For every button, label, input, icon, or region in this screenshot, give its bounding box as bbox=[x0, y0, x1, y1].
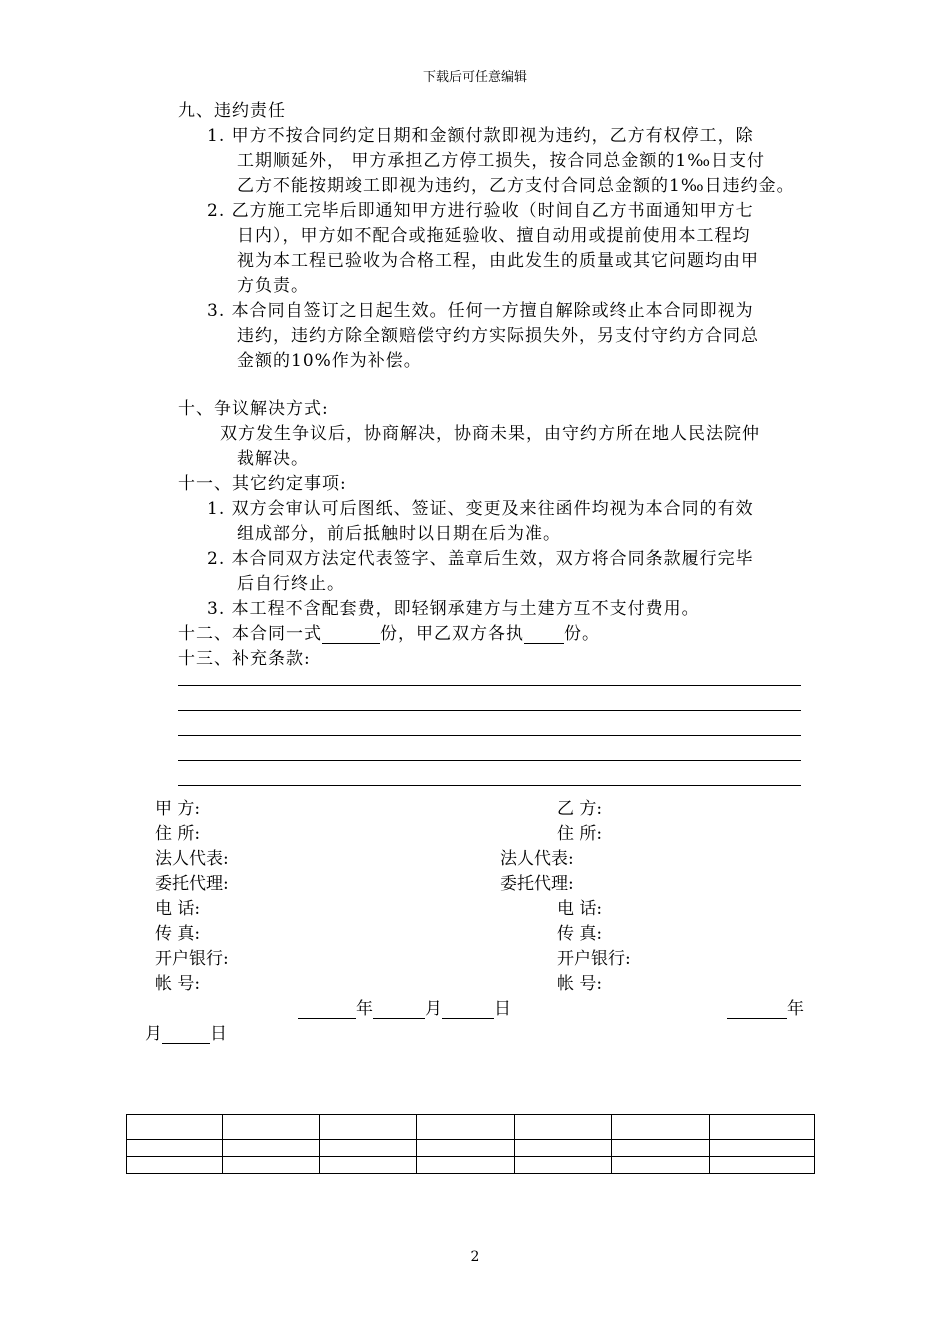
day-label: 日 bbox=[210, 1024, 227, 1044]
section-11-item-2-line: 2. 本合同双方法定代表签字、盖章后生效，双方将合同条款履行完毕 bbox=[207, 549, 754, 569]
table-cell[interactable] bbox=[417, 1140, 514, 1157]
table-cell[interactable] bbox=[320, 1115, 417, 1140]
party-a-legal-rep-label: 法人代表: bbox=[155, 849, 229, 869]
section-12-mid: 份，甲乙双方各执 bbox=[380, 624, 524, 644]
section-12-prefix: 十二、本合同一式 bbox=[178, 624, 322, 644]
party-a-account-label: 帐 号: bbox=[155, 974, 201, 994]
section-12-suffix: 份。 bbox=[564, 624, 600, 644]
table-row bbox=[127, 1115, 815, 1140]
table-cell[interactable] bbox=[514, 1115, 611, 1140]
table-cell[interactable] bbox=[127, 1140, 223, 1157]
supplementary-line-3[interactable] bbox=[178, 735, 801, 736]
party-b-day-blank[interactable] bbox=[162, 1026, 210, 1044]
section-9-item-3-line: 违约，违约方除全额赔偿守约方实际损失外，另支付守约方合同总 bbox=[237, 326, 759, 346]
section-9-item-1-line: 乙方不能按期竣工即视为违约，乙方支付合同总金额的1‰日违约金。 bbox=[237, 176, 795, 196]
section-9-item-1-line: 工期顺延外， 甲方承担乙方停工损失，按合同总金额的1‰日支付 bbox=[237, 151, 766, 171]
table-cell[interactable] bbox=[611, 1157, 709, 1174]
table-cell[interactable] bbox=[514, 1140, 611, 1157]
table-cell[interactable] bbox=[320, 1140, 417, 1157]
section-12 bbox=[178, 619, 600, 644]
blank-table bbox=[126, 1114, 815, 1174]
page-number: 2 bbox=[470, 1249, 480, 1265]
party-b-fax-label: 传 真: bbox=[557, 924, 603, 944]
section-9-title: 九、违约责任 bbox=[178, 101, 286, 121]
section-10-body-line: 双方发生争议后，协商解决，协商未果，由守约方所在地人民法院仲 bbox=[220, 424, 760, 444]
table-cell[interactable] bbox=[709, 1140, 814, 1157]
section-9-item-3-line: 金额的10%作为补偿。 bbox=[237, 351, 422, 371]
party-a-phone-label: 电 话: bbox=[155, 899, 201, 919]
copies-total-blank[interactable] bbox=[322, 626, 380, 644]
table-cell[interactable] bbox=[320, 1157, 417, 1174]
party-a-year-blank[interactable] bbox=[298, 1001, 356, 1019]
table-cell[interactable] bbox=[127, 1115, 223, 1140]
table-cell[interactable] bbox=[514, 1157, 611, 1174]
section-9-item-2-line: 日内），甲方如不配合或拖延验收、擅自动用或提前使用本工程均 bbox=[237, 226, 751, 246]
party-b-date-year bbox=[727, 994, 804, 1019]
section-9-item-3-line: 3. 本合同自签订之日起生效。任何一方擅自解除或终止本合同即视为 bbox=[207, 301, 754, 321]
party-b-phone-label: 电 话: bbox=[557, 899, 603, 919]
party-a-date bbox=[298, 994, 511, 1019]
section-9-item-2-line: 方负责。 bbox=[237, 276, 309, 296]
supplementary-line-2[interactable] bbox=[178, 710, 801, 711]
section-11-item-1-line: 1. 双方会审认可后图纸、签证、变更及来往函件均视为本合同的有效 bbox=[207, 499, 754, 519]
table-cell[interactable] bbox=[127, 1157, 223, 1174]
section-11-item-3: 3. 本工程不含配套费，即轻钢承建方与土建方互不支付费用。 bbox=[207, 599, 700, 619]
party-a-name-label: 甲 方: bbox=[155, 799, 201, 819]
section-11-item-2-line: 后自行终止。 bbox=[237, 574, 345, 594]
party-b-address-label: 住 所: bbox=[557, 824, 603, 844]
party-b-bank-label: 开户银行: bbox=[557, 949, 631, 969]
party-b-account-label: 帐 号: bbox=[557, 974, 603, 994]
table-cell[interactable] bbox=[223, 1115, 320, 1140]
section-11-title: 十一、其它约定事项: bbox=[178, 474, 347, 494]
supplementary-line-4[interactable] bbox=[178, 760, 801, 761]
party-b-legal-rep-label: 法人代表: bbox=[500, 849, 574, 869]
party-b-agent-label: 委托代理: bbox=[500, 874, 574, 894]
party-a-day-blank[interactable] bbox=[442, 1001, 494, 1019]
month-label: 月 bbox=[425, 999, 442, 1019]
month-label: 月 bbox=[145, 1024, 162, 1044]
party-b-name-label: 乙 方: bbox=[557, 799, 603, 819]
year-label: 年 bbox=[356, 999, 373, 1019]
section-9-item-2-line: 视为本工程已验收为合格工程，由此发生的质量或其它问题均由甲 bbox=[237, 251, 759, 271]
table-cell[interactable] bbox=[417, 1115, 514, 1140]
party-a-fax-label: 传 真: bbox=[155, 924, 201, 944]
day-label: 日 bbox=[494, 999, 511, 1019]
party-a-month-blank[interactable] bbox=[373, 1001, 425, 1019]
party-a-address-label: 住 所: bbox=[155, 824, 201, 844]
page-header: 下载后可任意编辑 bbox=[422, 70, 527, 85]
section-13-title: 十三、补充条款: bbox=[178, 649, 311, 669]
table-row bbox=[127, 1140, 815, 1157]
table-cell[interactable] bbox=[223, 1140, 320, 1157]
supplementary-line-5[interactable] bbox=[178, 785, 801, 786]
table-row bbox=[127, 1157, 815, 1174]
section-10-body-line: 裁解决。 bbox=[237, 449, 309, 469]
copies-each-blank[interactable] bbox=[524, 626, 564, 644]
party-a-bank-label: 开户银行: bbox=[155, 949, 229, 969]
table-cell[interactable] bbox=[417, 1157, 514, 1174]
table-cell[interactable] bbox=[709, 1115, 814, 1140]
supplementary-line-1[interactable] bbox=[178, 685, 801, 686]
section-11-item-1-line: 组成部分，前后抵触时以日期在后为准。 bbox=[237, 524, 561, 544]
section-10-title: 十、争议解决方式: bbox=[178, 399, 329, 419]
year-label: 年 bbox=[787, 999, 804, 1019]
table-cell[interactable] bbox=[223, 1157, 320, 1174]
table-cell[interactable] bbox=[611, 1115, 709, 1140]
table-cell[interactable] bbox=[709, 1157, 814, 1174]
section-9-item-2-line: 2. 乙方施工完毕后即通知甲方进行验收（时间自乙方书面通知甲方七 bbox=[207, 201, 754, 221]
table-cell[interactable] bbox=[611, 1140, 709, 1157]
section-9-item-1-line: 1. 甲方不按合同约定日期和金额付款即视为违约，乙方有权停工，除 bbox=[207, 126, 754, 146]
party-b-year-blank[interactable] bbox=[727, 1001, 787, 1019]
party-a-agent-label: 委托代理: bbox=[155, 874, 229, 894]
party-b-date-month-day bbox=[145, 1019, 227, 1044]
